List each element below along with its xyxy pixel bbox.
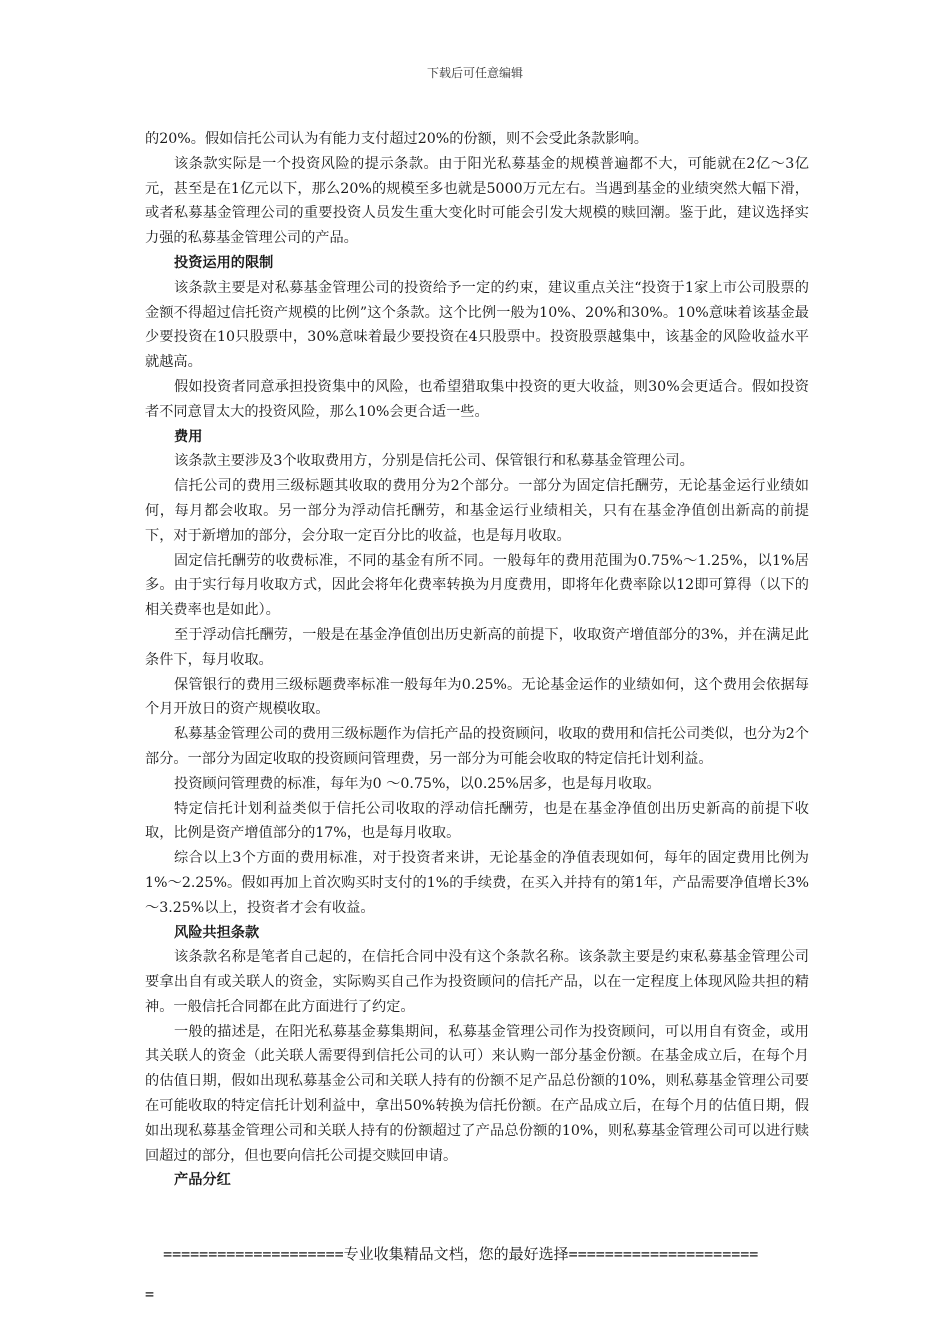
paragraph: 保管银行的费用三级标题费率标准一般每年为0.25%。无论基金运作的业绩如何，这个费用会依据每个月开放日的资产规模收取。	[145, 676, 809, 718]
paragraph: 假如投资者同意承担投资集中的风险，也希望猎取集中投资的更大收益，则30%会更适合。假如投资者不同意冒太大的投资风险，那么10%会更合适一些。	[145, 378, 809, 420]
page-footer	[145, 1224, 825, 1324]
paragraph: 综合以上3个方面的费用标准，对于投资者来讲，无论基金的净值表现如何，每年的固定费用比例为1%～2.25%。假如再加上首次购买时支付的1%的手续费，在买入并持有的第1年，产品需要净值增长3%～3.25%以上，投资者才会有收益。	[145, 850, 809, 916]
section-heading: 风险共担条款	[174, 924, 260, 941]
paragraph: 该条款主要涉及3个收取费用方，分别是信托公司、保管银行和私募基金管理公司。	[174, 453, 694, 470]
paragraph: 特定信托计划利益类似于信托公司收取的浮动信托酬劳，也是在基金净值创出历史新高的前提下收取，比例是资产增值部分的17%，也是每月收取。	[145, 800, 809, 842]
paragraph: 投资顾问管理费的标准，每年为0 ～0.75%，以0.25%居多，也是每月收取。	[174, 775, 661, 792]
paragraph: 一般的描述是，在阳光私募基金募集期间，私募基金管理公司作为投资顾问，可以用自有资金，或用其关联人的资金（此关联人需要得到信托公司的认可）来认购一部分基金份额。在基金成立后，在每个月的估值日期，假如出现私募基金公司和关联人持有的份额不足产品总份额的10%，则私募基金管理公司要在可能收取的特定信托计划利益中，拿出50%转换为信托份额。在产品成立后，在每个月的估值日期，假如出现私募基金管理公司和关联人持有的份额超过了产品总份额的10%，则私募基金管理公司可以进行赎回超过的部分，但也要向信托公司提交赎回申请。	[145, 1023, 809, 1164]
footer-banner: ====================专业收集精品文档，您的最好选择=====================	[163, 1245, 759, 1263]
paragraph: 固定信托酬劳的收费标准，不同的基金有所不同。一般每年的费用范围为0.75%～1.25%，以1%居多。由于实行每月收取方式，因此会将年化费率转换为月度费用，即将年化费率除以12即可算得（以下的相关费率也是如此）。	[145, 552, 809, 619]
paragraph: 该条款主要是对私募基金管理公司的投资给予一定的约束，建议重点关注“投资于1家上市公司股票的金额不得超过信托资产规模的比例”这个条款。这个比例一般为10%、20%和30%。10%意味着该基金最少要投资在10只股票中，30%意味着最少要投资在4只股票中。投资股票越集中，该基金的风险收益水平就越高。	[145, 279, 809, 371]
paragraph: 的20%。假如信托公司认为有能力支付超过20%的份额，则不会受此条款影响。	[145, 131, 648, 147]
paragraph: 该条款名称是笔者自己起的，在信托合同中没有这个条款名称。该条款主要是约束私募基金管理公司要拿出自有或关联人的资金，实际购买自己作为投资顾问的信托产品，以在一定程度上体现风险共担的精神。一般信托合同都在此方面进行了约定。	[145, 949, 809, 1015]
page-header: 下载后可任意编辑	[426, 66, 523, 80]
paragraph: 信托公司的费用三级标题其收取的费用分为2个部分。一部分为固定信托酬劳，无论基金运行业绩如何，每月都会收取。另一部分为浮动信托酬劳，和基金运行业绩相关，只有在基金净值创出新高的前提下，对于新增加的部分，会分取一定百分比的收益，也是每月收取。	[145, 478, 809, 544]
paragraph: 至于浮动信托酬劳，一般是在基金净值创出历史新高的前提下，收取资产增值部分的3%，并在满足此条件下，每月收取。	[145, 626, 809, 668]
document-body	[145, 127, 809, 1193]
paragraph: 私募基金管理公司的费用三级标题作为信托产品的投资顾问，收取的费用和信托公司类似，也分为2个部分。一部分为固定收取的投资顾问管理费，另一部分为可能会收取的特定信托计划利益。	[145, 726, 809, 767]
footer-banner-tail: =	[145, 1285, 155, 1303]
section-heading: 投资运用的限制	[174, 254, 274, 271]
paragraph: 该条款实际是一个投资风险的提示条款。由于阳光私募基金的规模普遍都不大，可能就在2亿～3亿元，甚至是在1亿元以下，那么20%的规模至多也就是5000万元左右。当遇到基金的业绩突然大幅下滑，或者私募基金管理公司的重要投资人员发生重大变化时可能会引发大规模的赎回潮。鉴于此，建议选择实力强的私募基金管理公司的产品。	[145, 155, 809, 247]
section-heading: 产品分红	[174, 1172, 231, 1189]
section-heading: 费用	[174, 428, 203, 445]
